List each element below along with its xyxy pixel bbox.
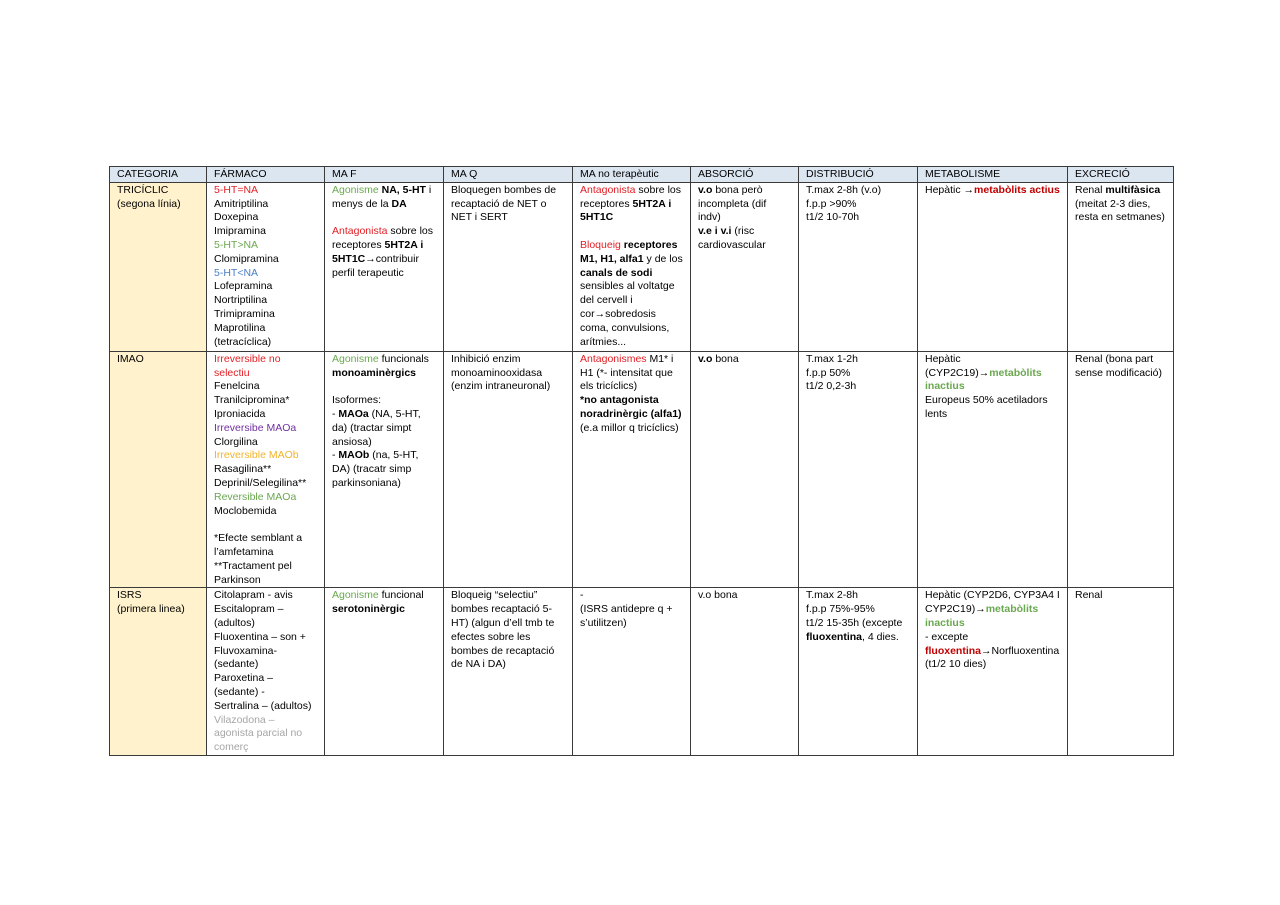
distribucio-line: T.max 2-8h (v.o)	[806, 183, 882, 196]
header-row	[110, 167, 1174, 183]
cell-absorcio	[691, 351, 799, 588]
distribucio-line: t1/2 15-35h (excepte fluoxentina, 4 dies.	[806, 616, 903, 643]
manoter-paragraph: Antagonista sobre los receptores 5HT2A i 5HT1C	[580, 183, 681, 224]
drug-item: Trimipramina	[214, 307, 275, 320]
drug-group-label: 5-HT=NA	[214, 183, 259, 196]
drug-item: Sertralina – (adultos)	[214, 699, 312, 712]
drug-item: Paroxetina – (sedante) -	[214, 672, 273, 698]
manoter-paragraph: *no antagonista noradrinèrgic (alfa1)	[580, 394, 682, 420]
cell-ma-q	[444, 182, 573, 351]
maf-paragraph: - MAOb (na, 5-HT, DA) (tracatr simp parkinsoniana)	[332, 449, 419, 489]
distribucio-line: f.p.p 50%	[806, 366, 851, 379]
maq-text: Bloquegen bombes de recaptació de NET o NET i SERT	[451, 183, 557, 224]
table-row-triciclic	[110, 182, 1174, 351]
absorcio-text: v.o bona però incompleta (dif indv)	[698, 183, 767, 224]
drug-item: Escitalopram – (adultos)	[214, 603, 284, 629]
cell-ma-q	[444, 351, 573, 588]
distribucio-line: t1/2 10-70h	[806, 211, 860, 224]
cell-metabolisme	[918, 351, 1068, 588]
drug-item: Deprinil/Selegilina**	[214, 476, 307, 489]
cell-distribucio	[799, 351, 918, 588]
manoter-paragraph: Antagonismes M1* i H1 (*- intensitat que els tricíclics)	[580, 352, 674, 393]
cell-categoria	[110, 351, 207, 588]
category-name: ISRS	[117, 589, 142, 602]
spacer	[214, 518, 317, 532]
maf-paragraph: Agonisme funcional serotoninèrgic	[332, 589, 424, 616]
maf-paragraph: - MAOa (NA, 5-HT, da) (tractar simpt ansiosa)	[332, 407, 421, 448]
excrecio-text: Renal multifàsica (meitat 2-3 dies, resta en setmanes)	[1075, 183, 1165, 224]
cell-absorcio	[691, 588, 799, 756]
distribucio-line: T.max 2-8h	[806, 589, 858, 602]
cell-ma-f	[325, 351, 444, 588]
cell-farmaco	[207, 182, 325, 351]
header-farmaco: FÁRMACO	[207, 167, 325, 183]
drug-item: Fenelcina	[214, 380, 260, 393]
metabolisme-text: Hepàtic →metabòlits actius	[925, 183, 1060, 196]
manoter-paragraph: (ISRS antidepre q + s’utilitzen)	[580, 603, 673, 629]
drug-item: Fluoxentina – son + Fluvoxamina- (sedante)	[214, 630, 306, 671]
arrow-icon: →	[981, 644, 992, 657]
drug-item: Imipramina	[214, 225, 266, 238]
cell-distribucio	[799, 588, 918, 756]
maf-paragraph: Agonisme funcionals monoaminèrgics	[332, 352, 429, 379]
drug-item: Clorgilina	[214, 435, 258, 448]
drug-note: *Efecte semblant a l’amfetamina	[214, 532, 303, 558]
drug-group-label: 5-HT>NA	[214, 238, 259, 251]
maf-paragraph: Isoformes:	[332, 394, 382, 407]
drug-item: Maprotilina	[214, 321, 266, 334]
drug-item: (tetracíclica)	[214, 335, 272, 348]
category-name: IMAO	[117, 352, 144, 365]
distribucio-line: T.max 1-2h	[806, 352, 858, 365]
spacer	[332, 380, 436, 394]
category-line: (primera linea)	[117, 603, 185, 616]
table-row-imao	[110, 351, 1174, 588]
metabolisme-text: - excepte fluoxentina→Norfluoxentina (t1/2 10 dies)	[925, 630, 1060, 671]
excrecio-text: Renal (bona part sense modificació)	[1075, 352, 1162, 379]
cell-ma-f	[325, 588, 444, 756]
drug-item: Citolapram - avis	[214, 589, 293, 602]
cell-metabolisme	[918, 588, 1068, 756]
spacer	[580, 225, 683, 239]
header-excrecio: EXCRECIÓ	[1068, 167, 1174, 183]
cell-farmaco	[207, 351, 325, 588]
metabolisme-text: Hepàtic (CYP2D6, CYP3A4 I CYP2C19)→metabòlits inactius	[925, 589, 1060, 629]
maf-paragraph: Agonisme NA, 5-HT i menys de la DA	[332, 183, 432, 210]
drug-item: Clomipramina	[214, 252, 279, 265]
header-absorcio: ABSORCIÓ	[691, 167, 799, 183]
drug-item: Doxepina	[214, 211, 259, 224]
drug-item: Nortriptilina	[214, 294, 268, 307]
drug-item: Tranilcipromina*	[214, 394, 290, 407]
cell-metabolisme	[918, 182, 1068, 351]
spacer	[332, 211, 436, 225]
arrow-icon: →	[594, 307, 606, 320]
drug-note: **Tractament pel Parkinson	[214, 559, 292, 586]
cell-ma-no-terapeutic	[573, 182, 691, 351]
arrow-icon: →	[978, 366, 990, 379]
drug-group-label: Reversible MAOa	[214, 490, 297, 503]
cell-ma-no-terapeutic	[573, 588, 691, 756]
maf-paragraph: Antagonista sobre los receptores 5HT2A i 5HT1C→contribuir perfil terapeutic	[332, 225, 433, 279]
drug-item: Lofepramina	[214, 280, 273, 293]
header-ma-f: MA F	[325, 167, 444, 183]
drug-item: Amitriptilina	[214, 197, 269, 210]
drug-item: Moclobemida	[214, 504, 277, 517]
cell-categoria	[110, 182, 207, 351]
excrecio-text: Renal	[1075, 589, 1103, 602]
pharmacology-table	[109, 166, 1174, 756]
absorcio-text: v.o bona	[698, 589, 738, 602]
cell-ma-q	[444, 588, 573, 756]
header-categoria: CATEGORIA	[110, 167, 207, 183]
header-metabolisme: METABOLISME	[918, 167, 1068, 183]
maq-text: Bloqueig “selectiu” bombes recaptació 5-HT) (algun d’ell tmb te efectes sobre les bombes de recaptació de NA i DA)	[451, 589, 555, 671]
category-name: TRICÍCLIC	[117, 183, 169, 196]
cell-distribucio	[799, 182, 918, 351]
cell-farmaco	[207, 588, 325, 756]
cell-ma-f	[325, 182, 444, 351]
arrow-icon: →	[975, 603, 986, 616]
cell-excrecio	[1068, 351, 1174, 588]
arrow-icon: →	[963, 183, 975, 196]
arrow-icon: →	[365, 252, 376, 265]
drug-group-label: Irreversible MAOb	[214, 449, 299, 462]
cell-excrecio	[1068, 182, 1174, 351]
cell-ma-no-terapeutic	[573, 351, 691, 588]
manoter-paragraph: (e.a millor q tricíclics)	[580, 421, 679, 434]
cell-categoria	[110, 588, 207, 756]
distribucio-line: f.p.p >90%	[806, 197, 857, 210]
header-ma-no-terapeutic: MA no terapèutic	[573, 167, 691, 183]
header-ma-q: MA Q	[444, 167, 573, 183]
metabolisme-text: Europeus 50% acetiladors lents	[925, 394, 1048, 420]
header-distribucio: DISTRIBUCIÓ	[799, 167, 918, 183]
maq-text: Inhibició enzim monoaminooxidasa (enzim intraneuronal)	[451, 352, 551, 393]
drug-group-label: Irreversibe MAOa	[214, 421, 297, 434]
manoter-paragraph: Bloqueig receptores M1, H1, alfa1 y de los canals de sodi sensibles al voltatge del cervell i cor→sobredosis coma, convulsions, arítmies...	[580, 238, 683, 348]
drug-item: Rasagilina**	[214, 463, 272, 476]
absorcio-text: v.o bona	[698, 352, 739, 365]
cell-absorcio	[691, 182, 799, 351]
absorcio-text: v.e i v.i (risc cardiovascular	[698, 225, 766, 251]
distribucio-line: t1/2 0,2-3h	[806, 380, 857, 393]
manoter-paragraph: -	[580, 589, 584, 602]
category-line: (segona línia)	[117, 197, 181, 210]
drug-group-label: Irreversible no selectiu	[214, 352, 281, 379]
distribucio-line: f.p.p 75%-95%	[806, 603, 875, 616]
table-row-isrs	[110, 588, 1174, 756]
metabolisme-text: Hepàtic (CYP2C19)→metabòlits inactius	[925, 352, 1042, 393]
drug-item: Iproniacida	[214, 407, 266, 420]
drug-group-label: 5-HT<NA	[214, 266, 259, 279]
cell-excrecio	[1068, 588, 1174, 756]
drug-item-gray: Vilazodona – agonista parcial no comerç	[214, 713, 303, 754]
